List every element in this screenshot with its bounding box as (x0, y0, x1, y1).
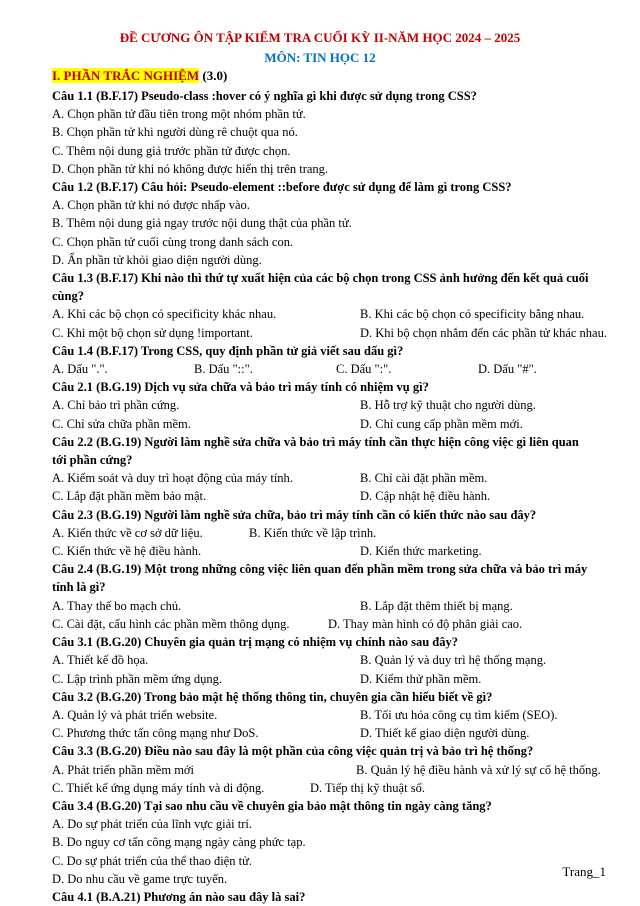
option-b: B. Do nguy cơ tấn công mạng ngày càng phức tạp. (52, 835, 306, 850)
option-row (52, 615, 620, 633)
option-a: A. Thiết kế đồ họa. (52, 653, 149, 668)
option-d: D. Cập nhật hệ điều hành. (360, 489, 491, 504)
option-d: D. Thiết kế giao diện người dùng. (360, 726, 530, 741)
option-row (52, 469, 620, 487)
option-row (52, 706, 620, 724)
question-text-cont: tới phần cứng? (52, 453, 133, 468)
option-b: B. Hỗ trợ kỹ thuật cho người dùng. (360, 398, 536, 413)
question-text: Câu 2.4 (B.G.19) Một trong những công việc liên quan đến phần mềm trong sửa chữa và bảo trì máy (52, 562, 588, 577)
option-c: C. Thêm nội dung giả trước phần tử được chọn. (52, 143, 291, 158)
question-text: Câu 1.2 (B.F.17) Câu hỏi: Pseudo-element ::before được sử dụng để làm gì trong CSS? (52, 180, 512, 195)
option-d: D. Kiểm thử phần mềm. (360, 671, 482, 686)
option-a: A. Thay thế bo mạch chủ. (52, 598, 182, 613)
option-d: D. Ẩn phần tử khỏi giao diện người dùng. (52, 252, 262, 267)
option-c: C. Chọn phần tử cuối cùng trong danh sách con. (52, 234, 294, 249)
option-a: A. Chọn phần tử đầu tiên trong một nhóm phần tử. (52, 107, 306, 122)
option-b: B. Lắp đặt thêm thiết bị mạng. (360, 598, 513, 613)
question-text: Câu 1.4 (B.F.17) Trong CSS, quy định phần tử giả viết sau dấu gì? (52, 343, 404, 358)
option-c: C. Cài đặt, cấu hình các phần mềm thông dụng. (52, 616, 290, 631)
option-c: C. Lắp đặt phần mềm bảo mật. (52, 489, 207, 504)
option-row (52, 415, 620, 433)
option-c: C. Phương thức tấn công mạng như DoS. (52, 726, 259, 741)
option-row (52, 724, 620, 742)
option-b: B. Tối ưu hóa công cụ tìm kiếm (SEO). (360, 707, 558, 722)
option-row (52, 487, 620, 505)
option-row (52, 542, 620, 560)
option-row (52, 524, 620, 542)
question-text-cont: tính là gì? (52, 580, 106, 595)
question-text: Câu 3.1 (B.G.20) Chuyên gia quản trị mạng có nhiệm vụ chính nào sau đây? (52, 635, 458, 650)
page-number: Trang_1 (562, 864, 606, 879)
option-d: D. Kiến thức marketing. (360, 544, 482, 559)
question-text: Câu 3.3 (B.G.20) Điều nào sau đây là một phần của công việc quản trị và bảo trì hệ thống? (52, 744, 534, 759)
option-d: D. Khi bộ chọn nhắm đến các phần tử khác nhau. (360, 325, 607, 340)
option-row (52, 305, 620, 323)
option-c: C. Khi một bộ chọn sử dụng !important. (52, 325, 253, 340)
option-c: C. Kiến thức về hệ điều hành. (52, 544, 202, 559)
option-d: D. Thay màn hình có độ phân giải cao. (328, 616, 523, 631)
option-c: C. Chỉ sửa chữa phần mềm. (52, 416, 191, 431)
option-row (52, 670, 620, 688)
option-a: A. Chọn phần tử khi nó được nhấp vào. (52, 198, 250, 213)
option-b: B. Chọn phần tử khi người dùng rê chuột qua nó. (52, 125, 298, 140)
option-row (52, 324, 620, 342)
option-b: B. Khi các bộ chọn có specificity bằng nhau. (360, 307, 585, 322)
option-d: D. Tiếp thị kỹ thuật số. (310, 780, 425, 795)
option-b: B. Quản lý và duy trì hệ thống mạng. (360, 653, 547, 668)
option-b: B. Quản lý hệ điều hành và xử lý sự cố hệ thống. (356, 762, 601, 777)
option-row (52, 360, 620, 378)
section-points: (3.0) (199, 68, 228, 83)
question-text: Câu 2.3 (B.G.19) Người làm nghề sửa chữa, bảo trì máy tính cần có kiến thức nào sau đây? (52, 507, 537, 522)
question-text: Câu 4.1 (B.A.21) Phương án nào sau đây là sai? (52, 889, 306, 904)
question-text: Câu 1.3 (B.F.17) Khi nào thì thứ tự xuất hiện của các bộ chọn trong CSS ảnh hưởng đến kết quả cuối (52, 271, 589, 286)
section-label: I. PHẦN TRẮC NGHIỆM (52, 68, 200, 83)
option-c: C. Lập trình phần mềm ứng dụng. (52, 671, 222, 686)
question-text: Câu 1.1 (B.F.17) Pseudo-class :hover có ý nghĩa gì khi được sử dụng trong CSS? (52, 89, 477, 103)
question-text: Câu 3.4 (B.G.20) Tại sao nhu cầu về chuyên gia bảo mật thông tin ngày càng tăng? (52, 798, 492, 813)
document-title: ĐỀ CƯƠNG ÔN TẬP KIỂM TRA CUỐI KỲ II-NĂM HỌC 2024 – 2025 (119, 30, 521, 45)
question-list (52, 87, 620, 906)
option-row (52, 597, 620, 615)
option-a: A. Kiến thức về cơ sở dữ liệu. (52, 525, 203, 540)
option-row (52, 396, 620, 414)
option-c: C. Thiết kế ứng dụng máy tính và di động. (52, 780, 265, 795)
option-c: C. Dấu ":". (336, 362, 392, 377)
option-a: A. Khi các bộ chọn có specificity khác nhau. (52, 307, 277, 322)
option-b: B. Kiến thức về lập trình. (249, 525, 377, 540)
option-d: D. Dấu "#". (478, 362, 537, 377)
question-text-cont: cùng? (52, 289, 84, 304)
option-a: A. Quản lý và phát triển website. (52, 707, 218, 722)
option-b: B. Chỉ cài đặt phần mềm. (360, 471, 488, 486)
option-d: D. Chọn phần tử khi nó không được hiển thị trên trang. (52, 161, 329, 176)
option-row (52, 761, 620, 779)
option-a: A. Dấu ".". (52, 362, 108, 377)
option-row (52, 779, 620, 797)
subject-title: MÔN: TIN HỌC 12 (264, 50, 376, 65)
option-b: B. Thêm nội dung giả ngay trước nội dung thật của phần tử. (52, 216, 352, 231)
option-a: A. Kiểm soát và duy trì hoạt động của máy tính. (52, 471, 293, 486)
option-c: C. Do sự phát triển của thể thao điện tử. (52, 853, 252, 868)
option-d: D. Chỉ cung cấp phần mềm mới. (360, 416, 523, 431)
option-a: A. Phát triển phần mềm mới (52, 762, 195, 777)
option-row (52, 651, 620, 669)
question-text: Câu 2.2 (B.G.19) Người làm nghề sửa chữa và bảo trì máy tính cần thực hiện công việc gì liên quan (52, 434, 579, 449)
option-a: A. Do sự phát triển của lĩnh vực giải trí. (52, 817, 252, 832)
section-heading (52, 68, 227, 84)
question-text: Câu 3.2 (B.G.20) Trong bảo mật hệ thống thông tin, chuyên gia cần hiểu biết về gì? (52, 689, 493, 704)
option-d: D. Do nhu cầu về game trực tuyến. (52, 871, 228, 886)
question-text: Câu 2.1 (B.G.19) Dịch vụ sửa chữa và bảo trì máy tính có nhiệm vụ gì? (52, 380, 429, 395)
option-b: B. Dấu "::". (194, 362, 253, 377)
option-a: A. Chỉ bảo trì phần cứng. (52, 398, 180, 413)
